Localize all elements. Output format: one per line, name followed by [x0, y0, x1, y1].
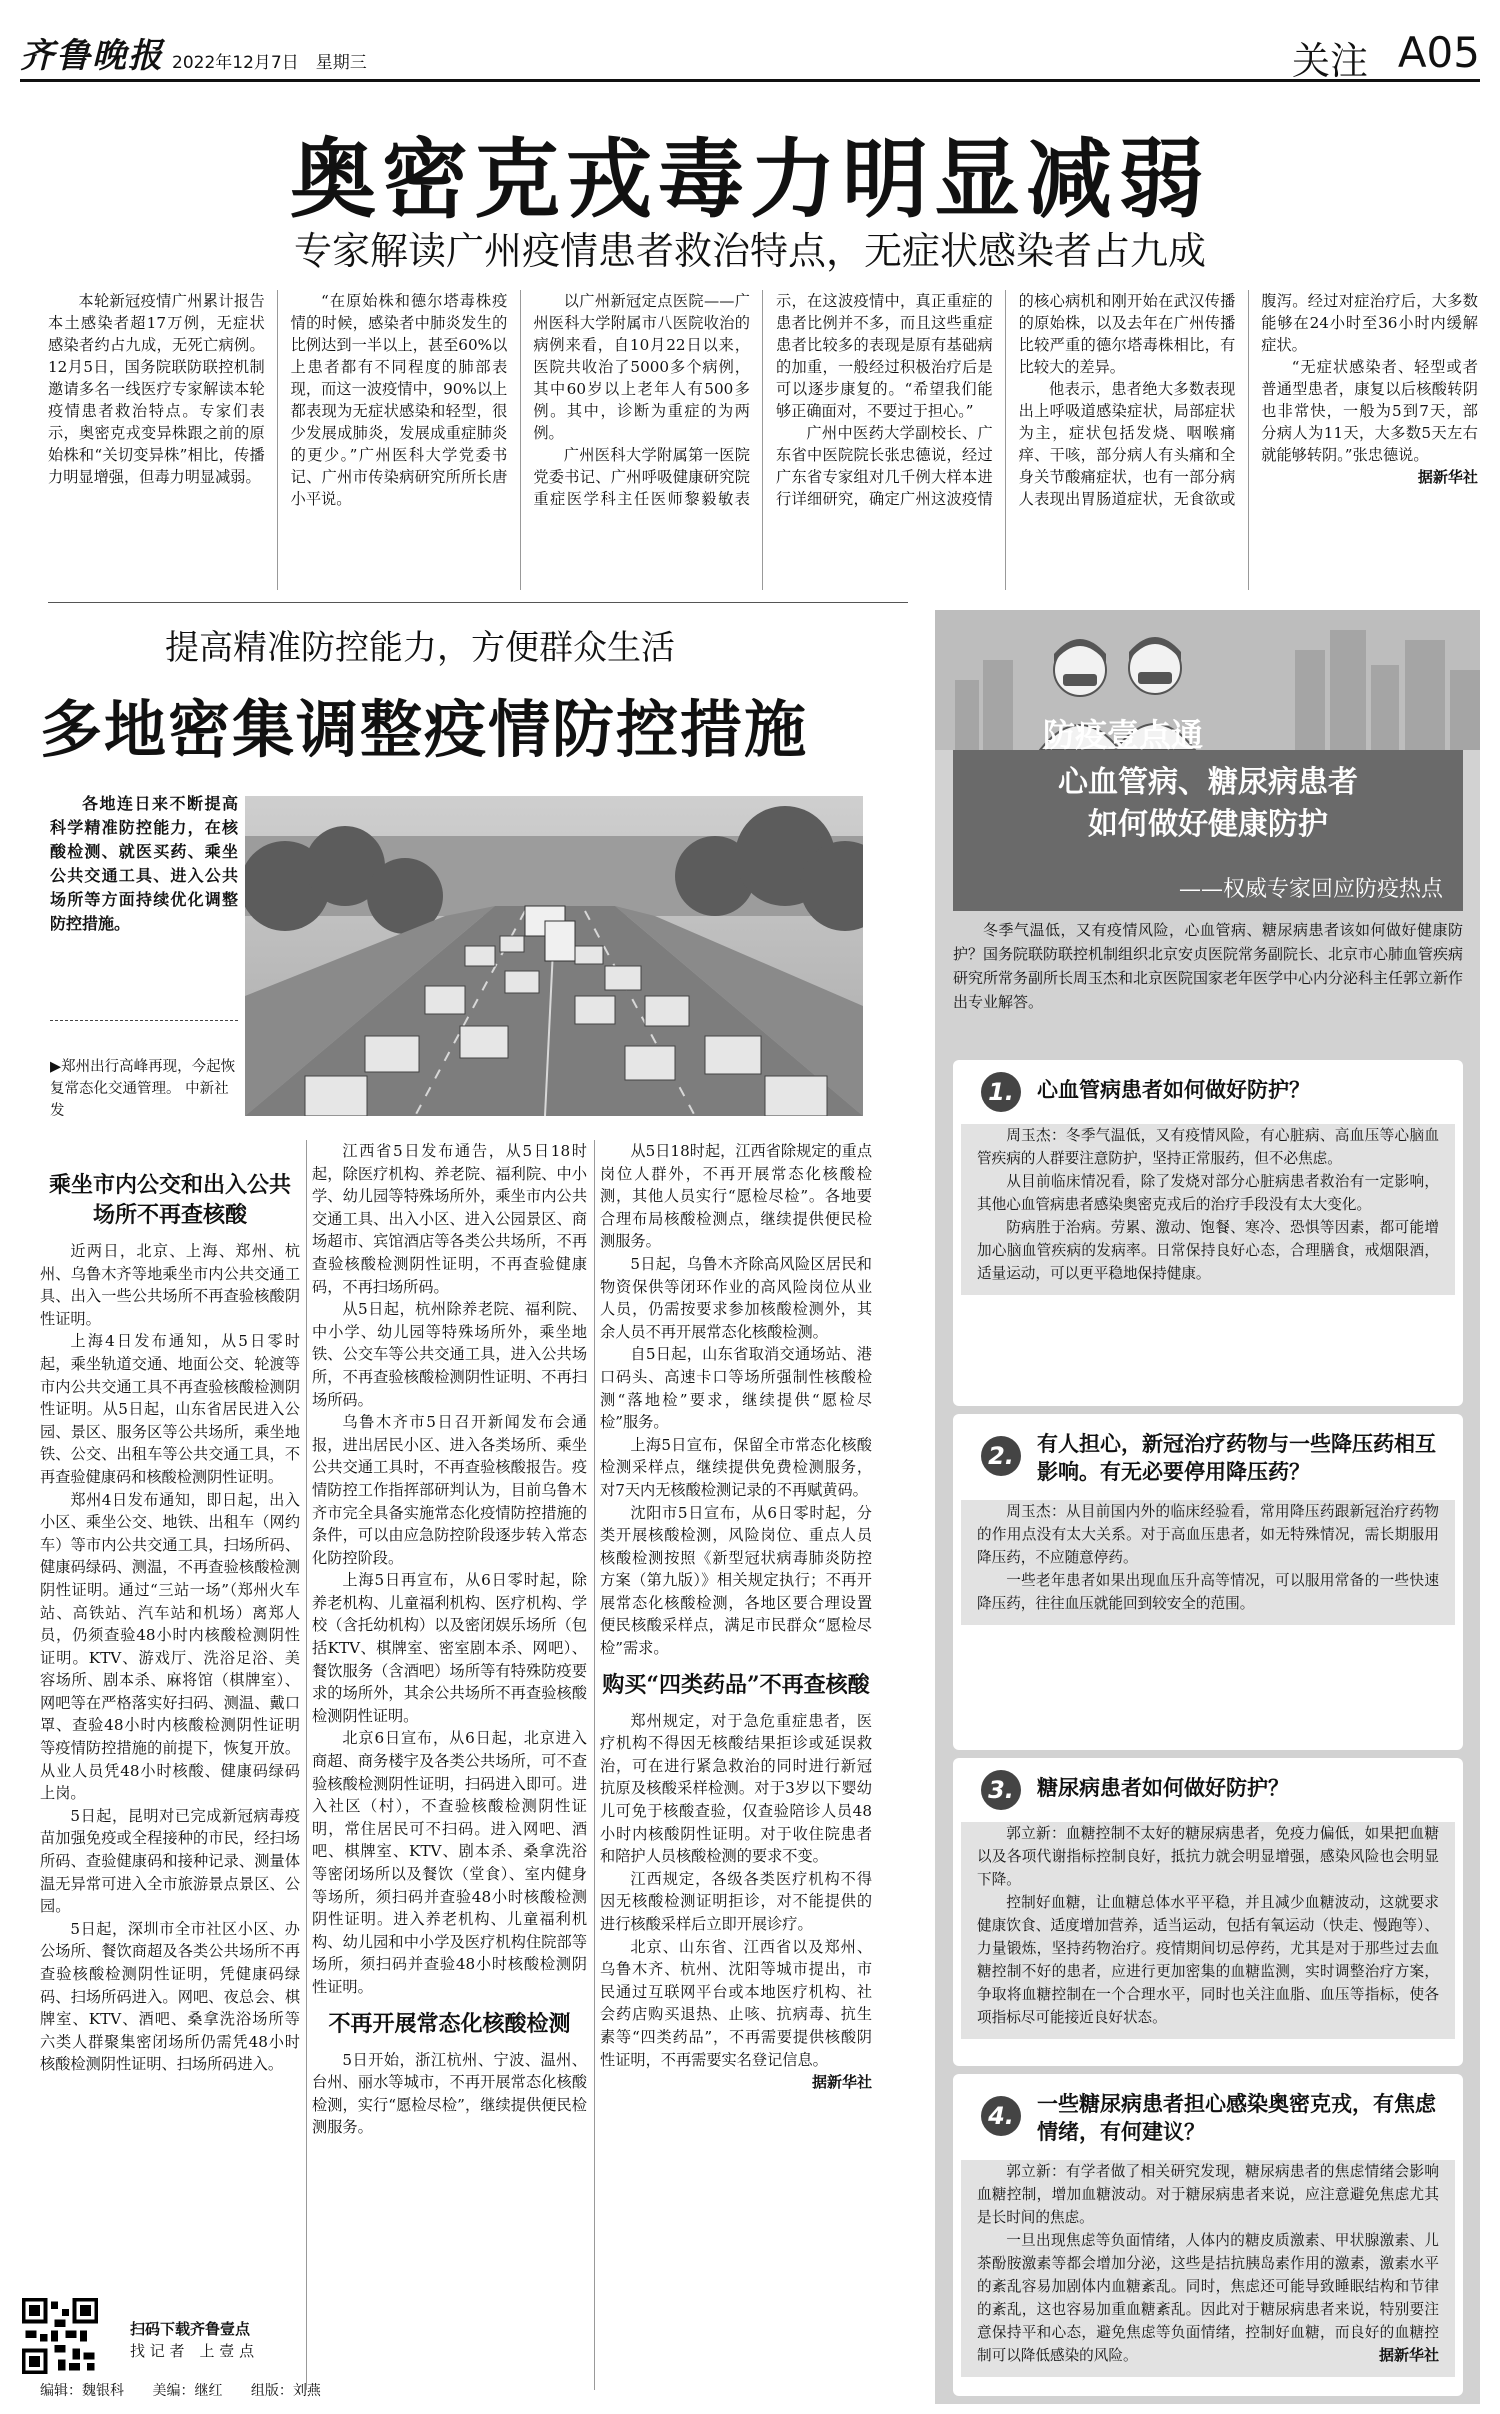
- second-credit: 据新华社: [811, 2073, 872, 2092]
- qa-header: [953, 1758, 1463, 1822]
- section-name: 关注: [1291, 39, 1368, 83]
- col1-paragraph: 5日起，昆明对已完成新冠病毒疫苗加强免疫或全程接种的市民，经扫场所码、查验健康码和接种记录、测量体温无异常可进入全市旅游景点景区、公园。: [40, 1806, 300, 1916]
- qa-card-2: [953, 1414, 1463, 1750]
- second-headline: 多地密集调整疫情防控措施: [40, 693, 809, 766]
- qa-paragraph: 郭立新：有学者做了相关研究发现，糖尿病患者的焦虑情绪会影响血糖控制，增加血糖波动。对于糖尿病患者来说，应注意避免焦虑尤其是长时间的焦虑。: [977, 2163, 1439, 2226]
- sidebar-title-line: 心血管病、糖尿病患者: [1058, 765, 1358, 800]
- col3-paragraph: 从5日18时起，江西省除规定的重点岗位人群外，不再开展常态化核酸检测，其他人员实行“愿检尽检”。各地要合理布局核酸检测点，继续提供便民检测服务。: [600, 1142, 872, 1251]
- page-header: [20, 22, 1480, 82]
- col3-paragraph: 5日起，乌鲁木齐除高风险区居民和物资保供等闭环作业的高风险岗位从业人员，仍需按要求参加核酸检测外，其余人员不再开展常态化核酸检测。: [600, 1254, 872, 1341]
- top-paragraph: “在原始株和德尔塔毒株疫情的时候，感染者中肺炎发生的比例达到一半以上，甚至60%以上患者都有不同程度的肺部表现，而这一波疫情中，90%以上都表现为无症状感染和轻型，很少发展成肺炎，发展成重症肺炎的更少。”广州医科大学党委书记、广州市传染病研究所所长唐小平说。: [290, 292, 508, 508]
- top-paragraph: 以广州新冠定点医院——广州医科大学附属市八医院收治的病例来看，自10月22日以来，医院共收治了5000多个病例，其中60岁以上老年人有500多例。其中，诊断为重症的为两例。: [533, 292, 750, 442]
- top-paragraph: [1261, 356, 1478, 486]
- article-column-2: [312, 1140, 587, 2386]
- qr-code-icon[interactable]: [22, 2298, 98, 2374]
- sidebar-subtitle: ——权威专家回应防疫热点: [953, 875, 1463, 911]
- designer: 美编：继红: [152, 2383, 223, 2399]
- col3-paragraph: 沈阳市5日宣布，从6日零时起，分类开展核酸检测，风险岗位、重点人员核酸检测按照《新型冠状病毒肺炎防控方案（第九版）》相关规定执行；不再开展常态化核酸检测，各地区要合理设置便民核酸采样点，满足市民群众“愿检尽检”需求。: [600, 1503, 872, 1658]
- health-sidebar: [935, 610, 1480, 2404]
- qr-caption-line: 找 记 者 上 壹 点: [130, 2342, 255, 2360]
- issue-date: 2022年12月7日 星期三: [172, 53, 367, 73]
- qa-paragraph: 防病胜于治病。劳累、激动、饱餐、寒冷、恐惧等因素，都可能增加心脑血管疾病的发病率。日常保持良好心态，合理膳食，戒烟限酒，适量运动，可以更平稳地保持健康。: [977, 1219, 1439, 1282]
- top-paragraph: 广州中医药大学副校长、广东省中医院院长张忠德说，经过广东省专家组对几千例大样本进行详细研究，确定广州这波疫情的核心病机和刚开始在武汉传播的原始株，以及去年在广州传播比较严重的德尔塔毒株相比，有比较大的差异。: [775, 292, 1236, 508]
- qr-caption-line: 扫码下载齐鲁壹点: [130, 2320, 251, 2338]
- qa-paragraph: 从目前临床情况看，除了发烧对部分心脏病患者救治有一定影响，其他心血管病患者感染奥密克戎后的治疗手段没有太大变化。: [977, 1173, 1439, 1213]
- lead-divider: [50, 1020, 238, 1021]
- qa-answer: [961, 2160, 1455, 2377]
- traffic-photo: [245, 796, 863, 1116]
- qa-paragraph-text: 一旦出现焦虑等负面情绪，人体内的糖皮质激素、甲状腺激素、儿茶酚胺激素等都会增加分泌，这些是拮抗胰岛素作用的激素，激素水平的紊乱容易加剧体内血糖紊乱。同时，焦虑还可能导致睡眠结构和节律的紊乱，这也容易加重血糖紊乱。因此对于糖尿病患者来说，特别要注意保持平和心态，避免焦虑等负面情绪，控制好血糖，而良好的血糖控制可以降低感染的风险。: [977, 2232, 1439, 2364]
- column-rule: [594, 1140, 595, 2390]
- photo-caption: [50, 1056, 238, 1122]
- page-number: A05: [1397, 28, 1480, 77]
- qa-question: 有人担心，新冠治疗药物与一些降压药相互影响。有无必要停用降压药？: [1037, 1431, 1436, 1484]
- road-traffic-image: [245, 796, 863, 1116]
- qa-header: [953, 2074, 1463, 2160]
- col1-paragraph: 近两日，北京、上海、郑州、杭州、乌鲁木齐等地乘坐市内公共交通工具、出入一些公共场所不再查验核酸阴性证明。: [40, 1242, 300, 1328]
- top-article-body: [48, 290, 1478, 590]
- qa-card-3: [953, 1758, 1463, 2066]
- col3-paragraph: 自5日起，山东省取消交通场站、港口码头、高速卡口等场所强制性核酸检测“落地检”要求，继续提供“愿检尽检”服务。: [600, 1345, 872, 1432]
- col1-paragraph: 5日起，深圳市全市社区小区、办公场所、餐饮商超及各类公共场所不再查验核酸检测阴性证明，凭健康码绿码、扫场所码进入。网吧、夜总会、棋牌室、KTV、酒吧、桑拿洗浴场所等六类人群聚集密闭场所仍需凭48小时核酸检测阴性证明、扫场所码进入。: [40, 1919, 300, 2074]
- editor-credits: [40, 2380, 345, 2400]
- photo-credit: 中新社发: [50, 1081, 229, 1119]
- sidebar-brand: 防疫壹点通: [1043, 716, 1204, 754]
- article-column-3: [600, 1140, 872, 2386]
- layout-editor: 组版：刘燕: [250, 2383, 321, 2399]
- section-divider: [48, 602, 908, 603]
- qa-paragraph: 郭立新：血糖控制不太好的糖尿病患者，免疫力偏低，如果把血糖以及各项代谢指标控制良好，抵抗力就会明显增强，感染风险也会明显下降。: [977, 1825, 1439, 1888]
- qa-paragraph: 一些老年患者如果出现血压升高等情况，可以服用常备的一些快速降压药，往往血压就能回到较安全的范围。: [977, 1572, 1439, 1612]
- qa-answer: [961, 1822, 1455, 2039]
- top-paragraph: 广州医科大学附属第一医院党委书记、广州呼吸健康研究院重症医学科主任医师黎毅敏表示，在这波疫情中，真正重症的患者比例并不多，而且这些重症患者比较多的表现是原有基础病的加重，一般经过积极治疗后是可以逐步康复的。“希望我们能够正确面对，不要过于担心。”: [533, 292, 993, 508]
- col3-paragraph: [600, 1936, 872, 2092]
- top-headline: 奥密克戎毒力明显减弱: [290, 129, 1210, 230]
- editor: 编辑：魏银科: [40, 2383, 124, 2399]
- subhead-testing: 不再开展常态化核酸检测: [328, 2010, 571, 2037]
- qa-number-badge: 4.: [981, 2096, 1021, 2136]
- col1-paragraph: 上海4日发布通知，从5日零时起，乘坐轨道交通、地面公交、轮渡等市内公共交通工具不再查验核酸检测阴性证明。从5日起，山东省居民进入公园、景区、服务区等公共场所，乘坐地铁、公交、出租车等公共交通工具，不再查验健康码和核酸检测阴性证明。: [40, 1332, 300, 1486]
- qa-header: [953, 1414, 1463, 1500]
- top-subheadline: 专家解读广州疫情患者救治特点，无症状感染者占九成: [293, 229, 1206, 273]
- qa-paragraph: 周玉杰：冬季气温低，又有疫情风险，有心脏病、高血压等心脑血管疾病的人群要注意防护，坚持正常服药，但不必焦虑。: [977, 1127, 1439, 1167]
- qa-question: 一些糖尿病患者担心感染奥密克戎，有焦虑情绪，有何建议？: [1037, 2091, 1436, 2144]
- photo-caption-text: ▶郑州出行高峰再现，今起恢复常态化交通管理。: [50, 1059, 236, 1097]
- col3-paragraph: 郑州规定，对于急危重症患者，医疗机构不得因无核酸结果拒诊或延误救治，可在进行紧急救治的同时进行新冠抗原及核酸采样检测。对于3岁以下婴幼儿可免于核酸查验，仅查验陪诊人员48小时内核酸阴性证明。对于收住院患者和陪护人员核酸检测的要求不变。: [600, 1711, 872, 1866]
- col2-paragraph: 江西省5日发布通告，从5日18时起，除医疗机构、养老院、福利院、中小学、幼儿园等特殊场所外，乘坐市内公共交通工具、出入小区、进入公园景区、商场超市、宾馆酒店等各类公共场所，不再查验核酸检测阴性证明，不再查验健康码，不再扫场所码。: [312, 1142, 587, 1296]
- qa-number-badge: 3.: [981, 1770, 1021, 1810]
- top-paragraph: 本轮新冠疫情广州累计报告本土感染者超17万例，无症状感染者约占九成，无死亡病例。12月5日，国务院联防联控机制邀请多名一线医疗专家解读本轮疫情患者救治特点。专家们表示，奥密克戎变异株跟之前的原始株和“关切变异株”相比，传播力明显增强，但毒力明显减弱。: [48, 292, 265, 486]
- article-column-1: [40, 1160, 300, 2212]
- qa-header: [953, 1060, 1463, 1124]
- col3-paragraph: 上海5日宣布，保留全市常态化核酸检测采样点，继续提供免费检测服务，对7天内无核酸检测记录的不再赋黄码。: [600, 1435, 872, 1499]
- second-kicker: 提高精准防控能力，方便群众生活: [165, 628, 675, 668]
- sidebar-intro: 冬季气温低，又有疫情风险，心血管病、糖尿病患者该如何做好健康防护？国务院联防联控机制组织北京安贞医院常务副院长、北京市心肺血管疾病研究所常务副所长周玉杰和北京医院国家老年医学中心内分泌科主任郭立新作出专业解答。: [953, 921, 1464, 1011]
- subhead-medicine: 购买“四类药品”不再查核酸: [602, 1671, 870, 1698]
- col2-paragraph: 从5日起，杭州除养老院、福利院、中小学、幼儿园等特殊场所外，乘坐地铁、公交车等公共交通工具，进入公共场所，不再查验核酸检测阴性证明、不再扫场所码。: [312, 1300, 587, 1409]
- sidebar-title-line: 如何做好健康防护: [1088, 807, 1328, 842]
- col2-paragraph: 上海5日再宣布，从6日零时起，除养老机构、儿童福利机构、医疗机构、学校（含托幼机构）以及密闭娱乐场所（包括KTV、棋牌室、密室剧本杀、网吧）、餐饮服务（含酒吧）场所等有特殊防疫要求的场所外，其余公共场所不再查验核酸检测阴性证明。: [312, 1571, 587, 1725]
- doctors-illustration-icon: [935, 610, 1480, 750]
- col3-paragraph-text: 北京、山东省、江西省以及郑州、乌鲁木齐、杭州、沈阳等城市提出，市民通过互联网平台或本地医疗机构、社会药店购买退热、止咳、抗病毒、抗生素等“四类药品”，不再需要提供核酸阴性证明，不再需要实名登记信息。: [600, 1937, 872, 2069]
- qr-caption: [130, 2318, 254, 2362]
- top-paragraph: 他表示，患者绝大多数表现出上呼吸道感染症状，局部症状为主，症状包括发烧、咽喉痛痒、干咳，部分病人有头痛和全身关节酸痛症状，也有一部分病人表现出胃肠道症状，无食欲或腹泻。经过对症治疗后，大多数能够在24小时至36小时内缓解症状。: [1018, 292, 1478, 508]
- qa-paragraph: 周玉杰：从目前国内外的临床经验看，常用降压药跟新冠治疗药物的作用点没有太大关系。对于高血压患者，如无特殊情况，需长期服用降压药，不应随意停药。: [977, 1503, 1439, 1566]
- sidebar-title-banner: [953, 750, 1463, 875]
- col2-paragraph: 乌鲁木齐市5日召开新闻发布会通报，进出居民小区、进入各类场所、乘坐公共交通工具时，不再查验核酸报告。疫情防控工作指挥部研判认为，目前乌鲁木齐市完全具备实施常态化疫情防控措施的条件，可以由应急防控阶段逐步转入常态化防控阶段。: [312, 1413, 587, 1567]
- col1-paragraph: 郑州4日发布通知，即日起，出入小区、乘坐公交、地铁、出租车（网约车）等市内公共交通工具，扫场所码、健康码绿码、测温，不再查验核酸检测阴性证明。通过“三站一场”（郑州火车站、高铁站、汽车站和机场）离郑人员，仍须查验48小时内核酸检测阴性证明。KTV、游戏厅、洗浴足浴、美容场所、剧本杀、麻将馆（棋牌室）、网吧等在严格落实好扫码、测温、戴口罩、查验48小时内核酸检测阴性证明等疫情防控措施的前提下，恢复开放。从业人员凭48小时核酸、健康码绿码上岗。: [40, 1490, 300, 1803]
- qa-card-1: [953, 1060, 1463, 1406]
- qa-question: 心血管病患者如何做好防护？: [1037, 1077, 1310, 1102]
- col2-paragraph: 北京6日宣布，从6日起，北京进入商超、商务楼宇及各类公共场所，可不查验核酸检测阴性证明，扫码进入即可。进入社区（村），不查验核酸检测阴性证明，常住居民可不扫码。进入网吧、酒吧、棋牌室、KTV、剧本杀、桑拿洗浴等密闭场所以及餐饮（堂食）、室内健身等场所，须扫码并查验48小时核酸检测阴性证明。进入养老机构、儿童福利机构、幼儿园和中小学及医疗机构住院部等场所，须扫码并查验48小时核酸检测阴性证明。: [312, 1729, 587, 1996]
- column-rule: [306, 1140, 307, 2390]
- col2-paragraph: 5日开始，浙江杭州、宁波、温州、台州、丽水等城市，不再开展常态化核酸检测，实行“愿检尽检”，继续提供便民检测服务。: [312, 2050, 587, 2137]
- qa-paragraph: 控制好血糖，让血糖总体水平平稳，并且减少血糖波动，这就要求健康饮食、适度增加营养，适当运动，包括有氧运动（快走、慢跑等）、力量锻炼，坚持药物治疗。疫情期间切忌停药，尤其是对于那些过去血糖控制不好的患者，应进行更加密集的血糖监测，实时调整治疗方案，争取将血糖控制在一个合理水平，同时也关注血脂、血压等指标，使各项指标尽可能接近良好状态。: [977, 1894, 1439, 2026]
- top-credit: 据新华社: [1417, 468, 1478, 486]
- qa-card-4: [953, 2074, 1463, 2396]
- newspaper-logo: 齐鲁晚报: [20, 36, 164, 76]
- qa-answer: [961, 1124, 1455, 1295]
- sidebar-credit: 据新华社: [1378, 2346, 1439, 2364]
- qa-answer: [961, 1500, 1455, 1625]
- doctor-illustration: [935, 610, 1480, 750]
- qa-number-badge: 1.: [981, 1072, 1021, 1112]
- sidebar-title: [953, 762, 1463, 846]
- subhead-bus: 乘坐市内公交和出入公共场所不再查核酸: [48, 1172, 291, 1228]
- qa-question: 糖尿病患者如何做好防护？: [1037, 1775, 1289, 1800]
- col3-paragraph: 江西规定，各级各类医疗机构不得因无核酸检测证明拒诊，对不能提供的进行核酸采样后立即开展诊疗。: [600, 1869, 872, 1933]
- qa-paragraph: [977, 2229, 1439, 2367]
- top-paragraph-text: “无症状感染者、轻型或者普通型患者，康复以后核酸转阴也非常快，一般为5到7天，部分病人为11天，大多数5天左右就能够转阴。”张忠德说。: [1261, 358, 1478, 464]
- qa-number-badge: 2.: [981, 1436, 1021, 1476]
- second-lead: 各地连日来不断提高科学精准防控能力，在核酸检测、就医买药、乘坐公共交通工具、进入公共场所等方面持续优化调整防控措施。: [50, 794, 238, 933]
